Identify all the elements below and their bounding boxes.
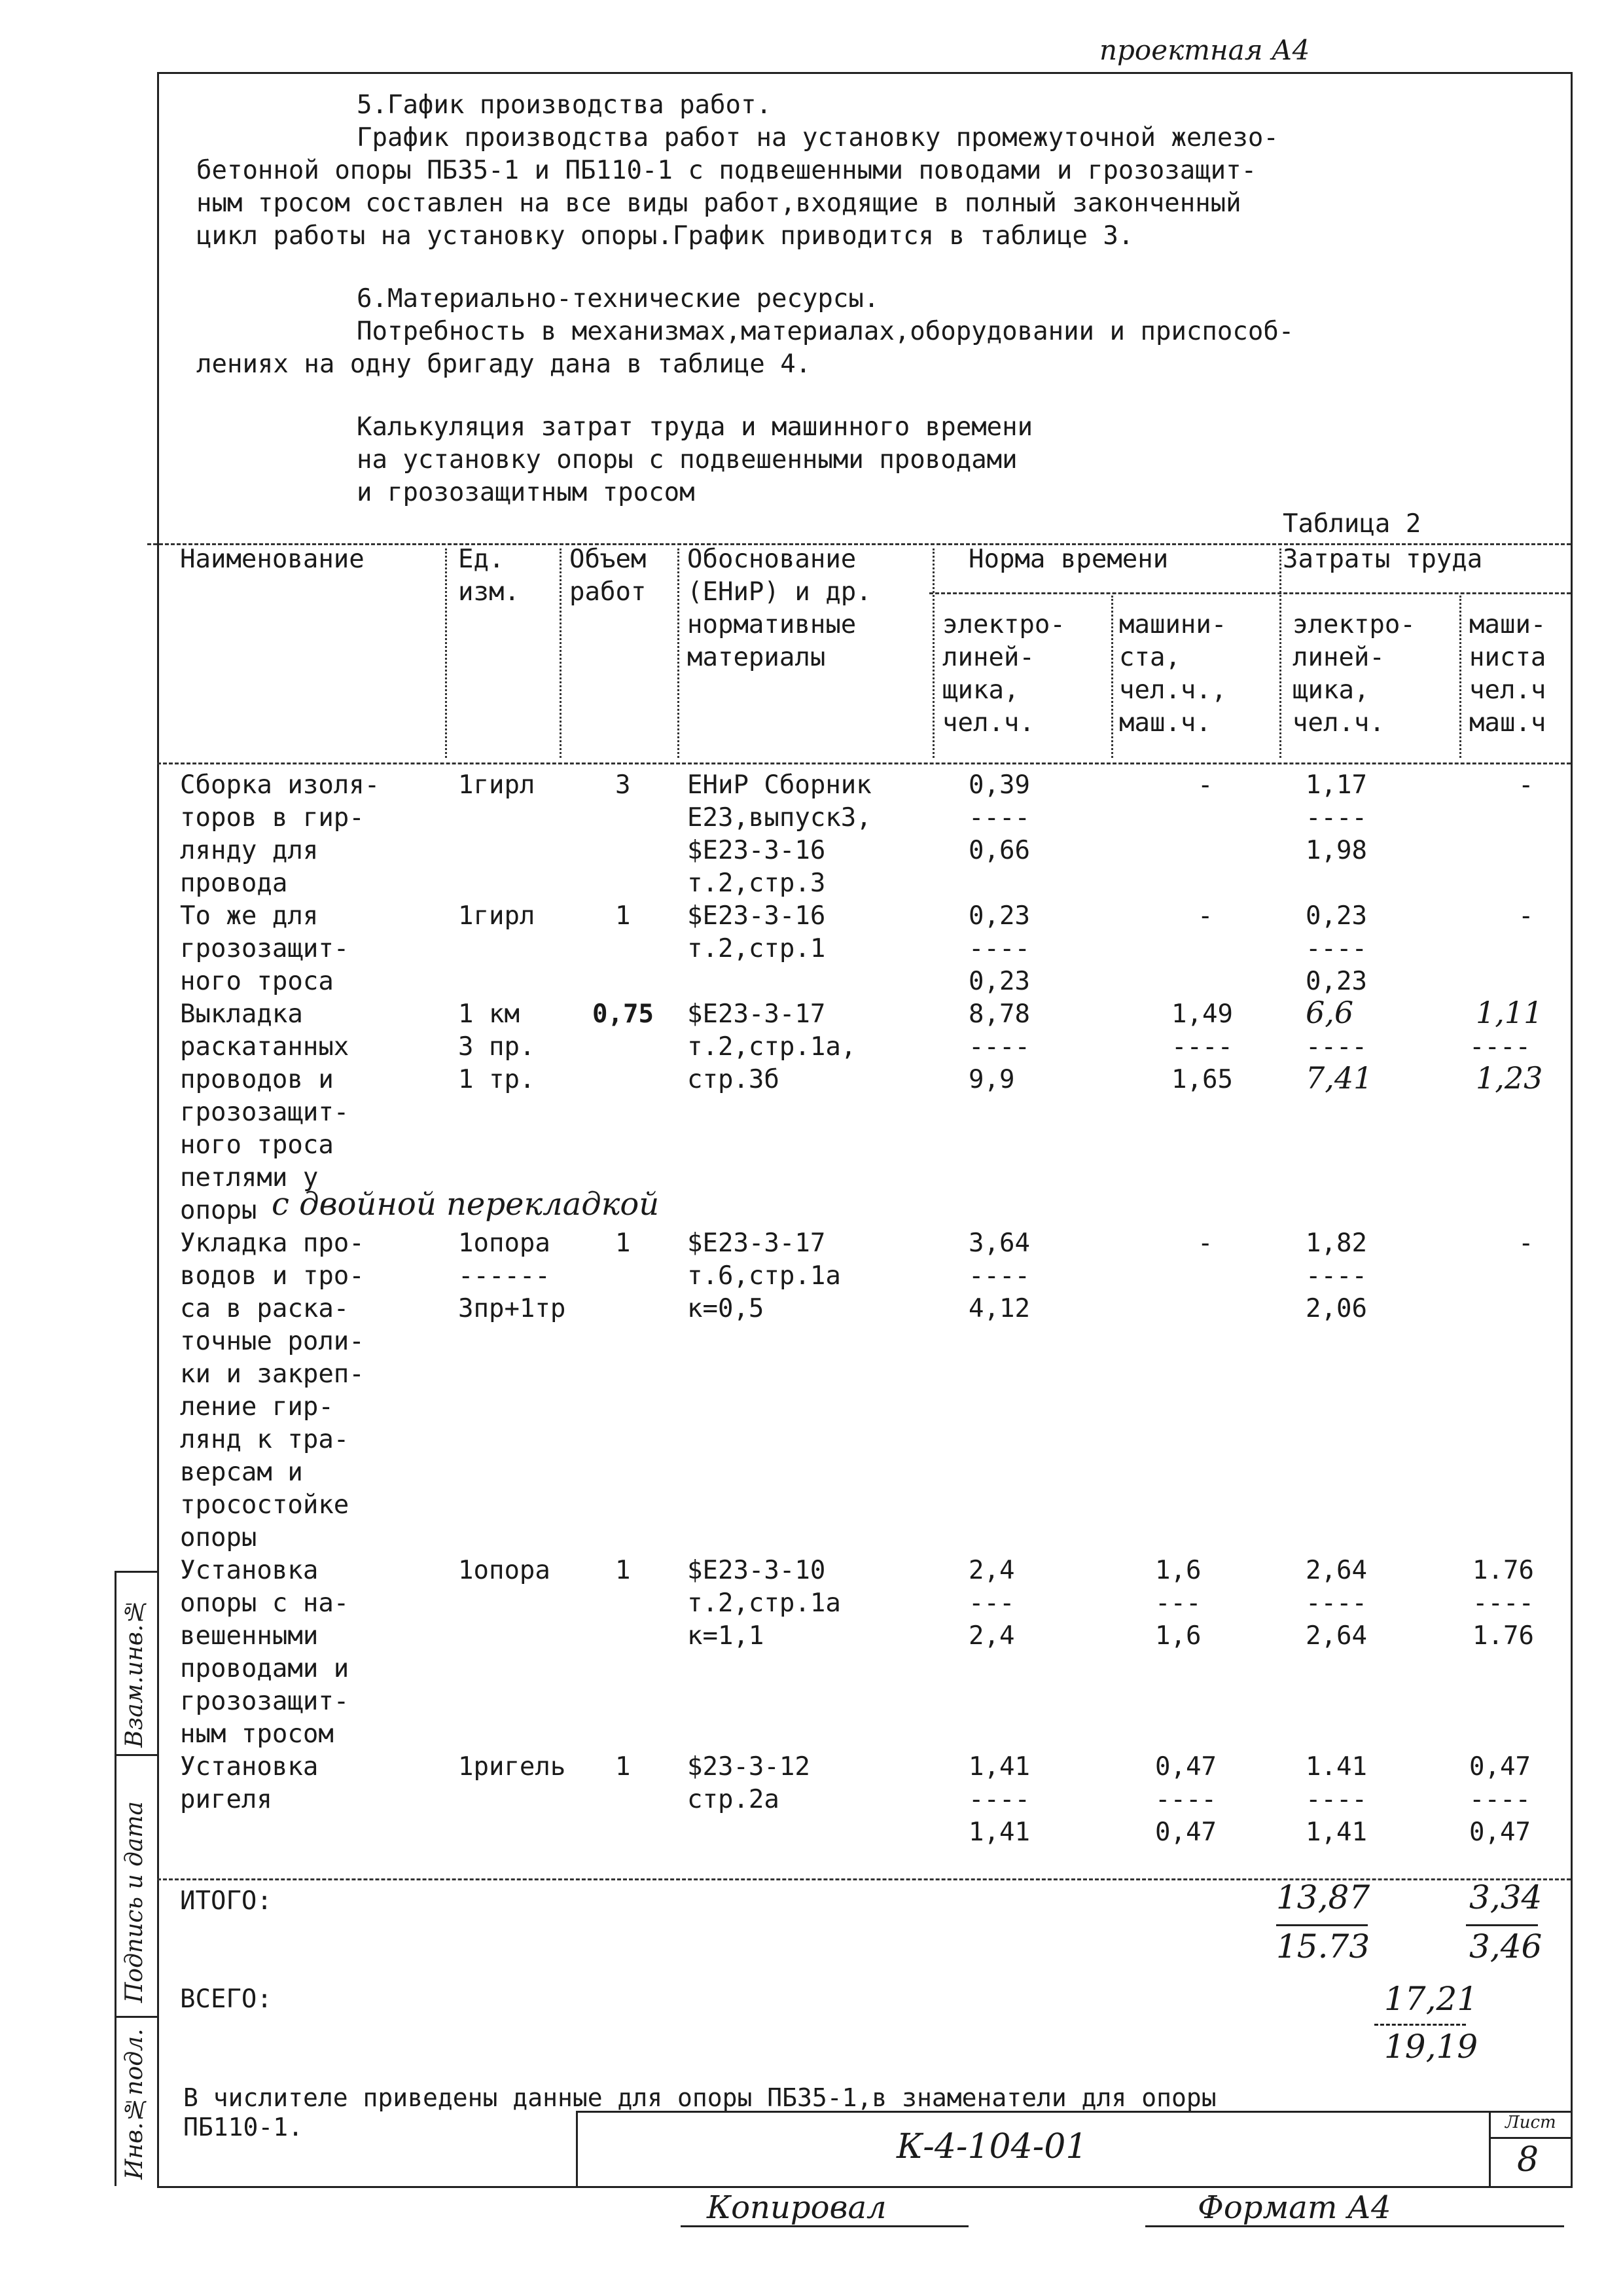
row1-name-4: провода [180, 869, 288, 898]
footnote-line-2: ПБ110-1. [183, 2113, 304, 2142]
row4-name-8: версам и [180, 1458, 303, 1487]
row2-unit: 1гирл [458, 901, 535, 931]
row2-labor-m: - [1518, 901, 1534, 931]
row5-basis-3: к=1,1 [687, 1621, 764, 1651]
itogo-labor-e-line [1276, 1924, 1368, 1926]
header-basis-4: материалы [687, 643, 826, 672]
row4-basis-2: т.6,стр.1а [687, 1261, 841, 1291]
row3-basis-2: т.2,стр.1а, [687, 1032, 857, 1062]
titleblock-left [576, 2111, 578, 2186]
row1-basis-2: Е23,выпуск3, [687, 803, 872, 833]
row3-name-7: опоры [180, 1196, 257, 1225]
header-electro-1: электро- [942, 610, 1065, 639]
row2-name-1: То же для [180, 901, 319, 931]
section6-heading: 6.Материально-технические ресурсы. [357, 284, 880, 314]
row6-volume: 1 [615, 1752, 631, 1782]
row1-labor-m: - [1518, 770, 1534, 800]
row2-volume: 1 [615, 901, 631, 931]
row2-labor-e-bar: ---- [1306, 934, 1367, 963]
row5-name-3: вешенными [180, 1621, 319, 1651]
header-labor-electro-1: электро- [1293, 610, 1416, 639]
row5-norm-m-num: 1,6 [1155, 1556, 1202, 1585]
header-labor-machinist-4: маш.ч [1469, 708, 1546, 738]
row3-unit-3: 1 тр. [458, 1065, 535, 1094]
row3-labor-e-den: 7,41 [1306, 1060, 1373, 1096]
row4-norm-e-bar: ---- [969, 1261, 1030, 1291]
header-labor: Затраты труда [1283, 545, 1483, 574]
row2-name-2: грозозащит- [180, 934, 349, 963]
header-col-sep-1 [445, 548, 447, 758]
row5-unit: 1опора [458, 1556, 550, 1585]
header-col-sep-5 [1111, 596, 1113, 758]
header-machinist-4: маш.ч. [1119, 708, 1211, 738]
titleblock-sheet-sep [1489, 2111, 1491, 2186]
row3-norm-e-den: 9,9 [969, 1065, 1015, 1094]
header-col-sep-3 [677, 548, 679, 758]
header-name: Наименование [180, 545, 365, 574]
row1-basis-3: $Е23-3-16 [687, 836, 826, 865]
footnote-line-1: В числителе приведены данные для опоры ПБ35-1,в знаменатели для опоры [183, 2083, 1217, 2112]
row3-norm-m-bar: ---- [1171, 1032, 1233, 1062]
header-electro-4: чел.ч. [942, 708, 1035, 738]
row3-norm-e-num: 8,78 [969, 999, 1030, 1029]
itogo-labor-e-den: 15.73 [1276, 1928, 1370, 1965]
row3-name-handwritten: с двойной перекладкой [272, 1186, 660, 1223]
frame-left [157, 72, 159, 2186]
row3-basis-1: $Е23-3-17 [687, 999, 826, 1029]
sheet-number: 8 [1517, 2140, 1539, 2179]
header-bottom-rule [157, 762, 1571, 764]
header-labor-electro-3: щика, [1293, 675, 1370, 705]
side-stamp-signature: Подпись и дата [121, 1801, 148, 2003]
row5-name-5: грозозащит- [180, 1687, 349, 1716]
row4-labor-e-num: 1,82 [1306, 1229, 1367, 1258]
side-stamp-inventory: Инв.№подл. [121, 2028, 148, 2179]
row3-name-2: раскатанных [180, 1032, 349, 1062]
row3-norm-e-bar: ---- [969, 1032, 1030, 1062]
doc-code: К-4-104-01 [897, 2127, 1088, 2166]
row1-basis-4: т.2,стр.3 [687, 869, 826, 898]
row3-norm-m-den: 1,65 [1171, 1065, 1233, 1094]
row5-labor-e-bar: ---- [1306, 1588, 1367, 1618]
header-labor-machinist-3: чел.ч [1469, 675, 1546, 705]
row1-name-2: торов в гир- [180, 803, 365, 833]
header-basis-1: Обоснование [687, 545, 857, 574]
row4-name-10: опоры [180, 1523, 257, 1552]
row2-basis-1: $Е23-3-16 [687, 901, 826, 931]
header-electro-2: линей- [942, 643, 1035, 672]
row1-norm-e-den: 0,66 [969, 836, 1030, 865]
row4-unit-3: 3пр+1тр [458, 1294, 566, 1323]
row4-name-6: ление гир- [180, 1392, 334, 1422]
row1-norm-e-bar: ---- [969, 803, 1030, 833]
row1-name-1: Сборка изоля- [180, 770, 380, 800]
row4-name-3: са в раска- [180, 1294, 349, 1323]
header-col-sep-4 [933, 548, 935, 758]
row6-name-1: Установка [180, 1752, 319, 1782]
row6-labor-m-num: 0,47 [1469, 1752, 1531, 1782]
row5-labor-m-bar: ---- [1472, 1588, 1534, 1618]
header-volume-2: работ [569, 577, 647, 607]
section5-heading: 5.Гафик производства работ. [357, 90, 772, 120]
header-col-sep-2 [560, 548, 562, 758]
row3-unit-1: 1 км [458, 999, 520, 1029]
row2-norm-e-bar: ---- [969, 934, 1030, 963]
row1-labor-e-bar: ---- [1306, 803, 1367, 833]
frame-bottom [157, 2186, 1573, 2188]
row3-labor-e-bar: ---- [1306, 1032, 1367, 1062]
row1-volume: 3 [615, 770, 631, 800]
row4-norm-m: - [1198, 1229, 1213, 1258]
row4-unit-2: ------ [458, 1261, 550, 1291]
row2-norm-e-num: 0,23 [969, 901, 1030, 931]
top-note: проектная А4 [1099, 34, 1310, 66]
side-stamp-sep-3 [115, 2016, 157, 2018]
itogo-labor-m-num: 3,34 [1469, 1878, 1543, 1916]
row4-norm-e-num: 3,64 [969, 1229, 1030, 1258]
row3-name-5: ного троса [180, 1130, 334, 1160]
row3-basis-3: стр.3б [687, 1065, 779, 1094]
row6-unit: 1ригель [458, 1752, 566, 1782]
row3-name-6: петлями у [180, 1163, 319, 1193]
row4-name-9: тросостойке [180, 1490, 349, 1520]
side-stamp-sep-1 [115, 1571, 157, 1573]
row6-labor-e-den: 1,41 [1306, 1818, 1367, 1847]
row3-labor-m-den: 1,23 [1476, 1060, 1543, 1096]
header-norm-time: Норма времени [969, 545, 1169, 574]
itogo-labor-e-num: 13,87 [1276, 1878, 1370, 1916]
row1-name-3: лянду для [180, 836, 319, 865]
row4-name-1: Укладка про- [180, 1229, 365, 1258]
table-label: Таблица 2 [1283, 509, 1421, 539]
row3-norm-m-num: 1,49 [1171, 999, 1233, 1029]
header-labor-machinist-1: маши- [1469, 610, 1546, 639]
header-unit-2: изм. [458, 577, 520, 607]
header-electro-3: щика, [942, 675, 1020, 705]
row4-labor-e-den: 2,06 [1306, 1294, 1367, 1323]
row2-name-3: ного троса [180, 967, 334, 996]
row1-unit: 1гирл [458, 770, 535, 800]
row3-labor-m-bar: ---- [1469, 1032, 1531, 1062]
header-unit-1: Ед. [458, 545, 505, 574]
side-stamp-line [115, 1571, 116, 2186]
format-underline [1145, 2225, 1564, 2227]
header-volume-1: Объем [569, 545, 647, 574]
row2-norm-m: - [1198, 901, 1213, 931]
row6-name-2: ригеля [180, 1785, 272, 1814]
row1-norm-e-num: 0,39 [969, 770, 1030, 800]
row6-labor-e-bar: ---- [1306, 1785, 1367, 1814]
row4-name-4: точные роли- [180, 1327, 365, 1356]
row6-basis-2: стр.2а [687, 1785, 779, 1814]
section5-line-4: цикл работы на установку опоры.График приводится в таблице 3. [196, 221, 1134, 251]
section5-line-2: бетонной опоры ПБ35-1 и ПБ110-1 с подвешенными поводами и грозозащит- [196, 156, 1257, 185]
row5-norm-e-bar: --- [969, 1588, 1015, 1618]
titleblock-sheet-label-sep [1489, 2137, 1571, 2139]
row4-name-5: ки и закреп- [180, 1359, 365, 1389]
sheet-label: Лист [1505, 2113, 1556, 2132]
header-labor-machinist-2: ниста [1469, 643, 1546, 672]
frame-right [1571, 72, 1573, 2186]
side-stamp-sep-2 [115, 1754, 157, 1756]
itogo-labor-m-den: 3,46 [1469, 1928, 1543, 1965]
header-sub-rule [929, 592, 1571, 594]
header-labor-electro-4: чел.ч. [1293, 708, 1385, 738]
row5-labor-e-den: 2,64 [1306, 1621, 1367, 1651]
calc-title-1: Калькуляция затрат труда и машинного времени [357, 412, 1033, 442]
row2-labor-e-num: 0,23 [1306, 901, 1367, 931]
section6-line-2: лениях на одну бригаду дана в таблице 4. [196, 350, 812, 379]
row6-norm-m-num: 0,47 [1155, 1752, 1217, 1782]
row6-labor-e-num: 1.41 [1306, 1752, 1367, 1782]
row5-labor-m-num: 1.76 [1472, 1556, 1534, 1585]
row4-name-7: лянд к тра- [180, 1425, 349, 1454]
row3-name-1: Выкладка [180, 999, 303, 1029]
row4-unit-1: 1опора [458, 1229, 550, 1258]
itogo-labor-m-line [1466, 1924, 1538, 1926]
header-machinist-3: чел.ч., [1119, 675, 1227, 705]
row1-norm-m: - [1198, 770, 1213, 800]
calc-title-2: на установку опоры с подвешенными проводами [357, 445, 1018, 475]
vsego-den: 19,19 [1384, 2028, 1478, 2066]
row3-unit-2: 3 пр. [458, 1032, 535, 1062]
row4-labor-e-bar: ---- [1306, 1261, 1367, 1291]
header-machinist-1: машини- [1119, 610, 1227, 639]
row6-norm-m-den: 0,47 [1155, 1818, 1217, 1847]
row6-norm-e-bar: ---- [969, 1785, 1030, 1814]
row5-basis-1: $Е23-3-10 [687, 1556, 826, 1585]
row1-labor-e-num: 1,17 [1306, 770, 1367, 800]
copied-label: Копировал [707, 2189, 887, 2226]
vsego-num: 17,21 [1384, 1980, 1478, 2018]
row5-norm-m-bar: --- [1155, 1588, 1202, 1618]
row5-labor-m-den: 1.76 [1472, 1621, 1534, 1651]
row5-name-2: опоры с на- [180, 1588, 349, 1618]
vsego-label: ВСЕГО: [180, 1984, 272, 2014]
header-machinist-2: ста, [1119, 643, 1181, 672]
header-basis-3: нормативные [687, 610, 857, 639]
format-label: Формат А4 [1198, 2189, 1391, 2226]
row3-name-4: грозозащит- [180, 1098, 349, 1127]
section5-line-1: График производства работ на установку промежуточной железо- [357, 123, 1279, 152]
row5-basis-2: т.2,стр.1а [687, 1588, 841, 1618]
row3-name-3: проводов и [180, 1065, 334, 1094]
header-col-sep-6 [1279, 548, 1281, 758]
row5-name-4: проводами и [180, 1654, 349, 1683]
row6-labor-m-bar: ---- [1469, 1785, 1531, 1814]
row4-name-2: водов и тро- [180, 1261, 365, 1291]
row5-norm-m-den: 1,6 [1155, 1621, 1202, 1651]
row4-basis-3: к=0,5 [687, 1294, 764, 1323]
titleblock-top [576, 2111, 1571, 2113]
calc-title-3: и грозозащитным тросом [357, 478, 695, 507]
header-col-sep-7 [1459, 596, 1461, 758]
row4-labor-m: - [1518, 1229, 1534, 1258]
section5-line-3: ным тросом составлен на все виды работ,входящие в полный законченный [196, 188, 1241, 218]
row4-volume: 1 [615, 1229, 631, 1258]
row3-labor-e-num: 6,6 [1306, 995, 1354, 1030]
row6-norm-e-den: 1,41 [969, 1818, 1030, 1847]
row1-basis-1: ЕНиР Сборник [687, 770, 872, 800]
row5-volume: 1 [615, 1556, 631, 1585]
row2-basis-2: т.2,стр.1 [687, 934, 826, 963]
row4-basis-1: $Е23-3-17 [687, 1229, 826, 1258]
row5-name-6: ным тросом [180, 1719, 334, 1749]
copied-underline [681, 2225, 969, 2227]
row4-norm-e-den: 4,12 [969, 1294, 1030, 1323]
header-basis-2: (ЕНиР) и др. [687, 577, 872, 607]
itogo-label: ИТОГО: [180, 1886, 272, 1916]
row5-name-1: Установка [180, 1556, 319, 1585]
row5-norm-e-num: 2,4 [969, 1556, 1015, 1585]
side-stamp-replacement: Взам.инв.№ [121, 1597, 148, 1748]
row6-norm-m-bar: ---- [1155, 1785, 1217, 1814]
row6-basis-1: $23-3-12 [687, 1752, 810, 1782]
row6-labor-m-den: 0,47 [1469, 1818, 1531, 1847]
row3-volume: 0,75 [592, 999, 654, 1029]
row5-labor-e-num: 2,64 [1306, 1556, 1367, 1585]
section6-line-1: Потребность в механизмах,материалах,оборудовании и приспособ- [357, 317, 1294, 346]
frame-top [157, 72, 1573, 74]
row1-labor-e-den: 1,98 [1306, 836, 1367, 865]
row2-norm-e-den: 0,23 [969, 967, 1030, 996]
row2-labor-e-den: 0,23 [1306, 967, 1367, 996]
vsego-line [1374, 2024, 1466, 2026]
header-labor-electro-2: линей- [1293, 643, 1385, 672]
row5-norm-e-den: 2,4 [969, 1621, 1015, 1651]
row6-norm-e-num: 1,41 [969, 1752, 1030, 1782]
row3-labor-m-num: 1,11 [1476, 995, 1543, 1030]
